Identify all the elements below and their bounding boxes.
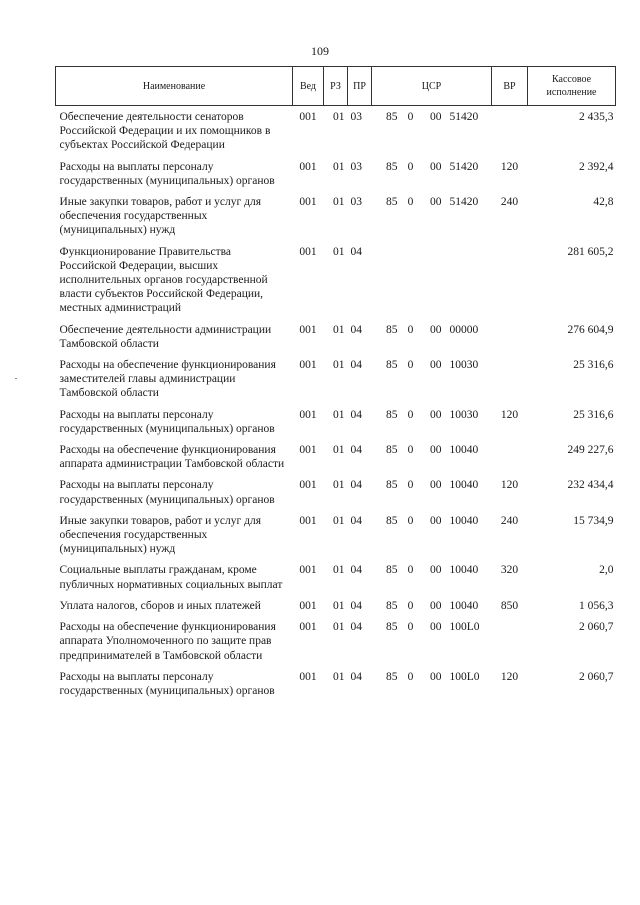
cell-ved: 001 <box>299 444 317 457</box>
cell-csr-subprogram: 0 <box>407 599 414 612</box>
cell-rz: 01 <box>333 160 345 173</box>
cell-amount: 1 056,3 <box>579 599 614 612</box>
cell-amount: 42,8 <box>593 196 614 209</box>
cell-csr-program: 85 <box>386 323 398 336</box>
cell-name: Иные закупки товаров, работ и услуг для обеспечения государственных (муниципальных) нужд <box>59 514 261 556</box>
cell-csr-subprogram: 0 <box>407 514 414 527</box>
cell-csr-program: 85 <box>386 196 398 209</box>
cell-csr-main: 00 <box>430 564 442 577</box>
cell-rz: 01 <box>333 621 345 634</box>
cell-ved: 001 <box>299 323 317 336</box>
cell-pr: 04 <box>350 621 362 634</box>
cell-amount: 15 734,9 <box>573 514 614 527</box>
cell-amount: 2 392,4 <box>579 160 614 173</box>
cell-name: Расходы на обеспечение функционирования аппарата Уполномоченного по защите прав предпринимателей в Тамбовской области <box>59 621 276 662</box>
cell-pr: 04 <box>350 323 362 336</box>
cell-name: Расходы на обеспечение функционирования аппарата администрации Тамбовской области <box>59 444 285 471</box>
cell-rz: 01 <box>333 514 345 527</box>
cell-csr-subprogram: 0 <box>407 359 414 372</box>
cell-amount: 25 316,6 <box>573 359 614 372</box>
budget-table <box>55 66 616 701</box>
cell-amount: 2 060,7 <box>579 621 614 634</box>
cell-ved: 001 <box>299 196 317 209</box>
cell-rz: 01 <box>333 599 345 612</box>
cell-ved: 001 <box>299 564 317 577</box>
cell-vr: 850 <box>500 599 519 612</box>
cell-csr-main: 00 <box>430 160 442 173</box>
cell-vr: 120 <box>500 479 519 492</box>
table-row <box>56 354 616 404</box>
cell-csr-main: 00 <box>430 196 442 209</box>
cell-vr <box>492 616 528 666</box>
cell-csr-direction: 10040 <box>449 514 479 527</box>
cell-vr: 120 <box>500 160 519 173</box>
cell-pr: 04 <box>350 444 362 457</box>
cell-pr: 04 <box>350 408 362 421</box>
cell-csr-program: 85 <box>386 359 398 372</box>
table-row <box>56 156 616 191</box>
cell-name: Расходы на выплаты персоналу государственных (муниципальных) органов <box>59 479 275 506</box>
cell-name: Функционирование Правительства Российской Федерации, высших исполнительных органов государственной власти субъектов Российской Федерации, местных администраций <box>59 245 268 315</box>
cell-csr-direction: 10040 <box>449 479 479 492</box>
cell-name: Социальные выплаты гражданам, кроме публичных нормативных социальных выплат <box>59 564 283 591</box>
table-header <box>56 67 616 106</box>
cell-csr-program: 85 <box>386 479 398 492</box>
cell-csr-main: 00 <box>430 111 442 123</box>
cell-rz: 01 <box>333 408 345 421</box>
cell-csr-direction: 10030 <box>449 359 479 372</box>
table-row <box>56 106 616 156</box>
cell-amount: 2,0 <box>599 564 614 577</box>
table-row <box>56 319 616 354</box>
cell-ved: 001 <box>299 670 317 683</box>
table-row <box>56 404 616 439</box>
cell-rz: 01 <box>333 564 345 577</box>
cell-csr-program: 85 <box>386 408 398 421</box>
cell-vr <box>492 319 528 354</box>
cell-csr-main <box>422 241 448 319</box>
table-row <box>56 191 616 241</box>
cell-csr-main: 00 <box>430 444 442 457</box>
cell-amount: 2 060,7 <box>579 670 614 683</box>
cell-rz: 01 <box>333 323 345 336</box>
cell-name: Обеспечение деятельности сенаторов Российской Федерации и их помощников в субъектах Российской Федерации <box>59 111 271 152</box>
cell-vr: 120 <box>500 408 519 421</box>
cell-ved: 001 <box>299 599 317 612</box>
cell-csr-subprogram: 0 <box>407 564 414 577</box>
cell-csr-direction: 10040 <box>449 599 479 612</box>
cell-ved: 001 <box>299 359 317 372</box>
table-row <box>56 666 616 701</box>
cell-pr: 03 <box>350 196 362 209</box>
cell-csr-subprogram: 0 <box>407 408 414 421</box>
cell-csr-main: 00 <box>430 408 442 421</box>
cell-csr-program: 85 <box>386 564 398 577</box>
cell-name: Расходы на выплаты персоналу государственных (муниципальных) органов <box>59 670 275 697</box>
table-row <box>56 595 616 616</box>
cell-csr-main: 00 <box>430 599 442 612</box>
cell-csr-subprogram: 0 <box>407 444 414 457</box>
table-row <box>56 559 616 594</box>
table-row <box>56 510 616 560</box>
header-csr: ЦСР <box>372 67 492 106</box>
page-number: 109 <box>311 44 329 58</box>
cell-csr-program <box>372 241 400 319</box>
cell-rz: 01 <box>333 670 345 683</box>
table-row <box>56 616 616 666</box>
cell-csr-program: 85 <box>386 670 398 683</box>
cell-pr: 03 <box>350 160 362 173</box>
cell-ved: 001 <box>299 621 317 634</box>
cell-csr-direction: 10030 <box>449 408 479 421</box>
cell-vr: 120 <box>500 670 519 683</box>
cell-csr-program: 85 <box>386 599 398 612</box>
cell-vr <box>492 354 528 404</box>
cell-pr: 04 <box>350 479 362 492</box>
cell-csr-subprogram: 0 <box>407 323 414 336</box>
header-amount-line2: исполнение <box>546 87 597 98</box>
table-body <box>56 106 616 702</box>
cell-vr <box>492 241 528 319</box>
cell-csr-direction: 00000 <box>449 323 479 336</box>
cell-csr-direction: 100L0 <box>449 670 480 683</box>
header-amount <box>528 67 616 106</box>
cell-pr: 04 <box>350 564 362 577</box>
cell-csr-direction: 51420 <box>449 196 479 209</box>
cell-csr-subprogram: 0 <box>407 160 414 173</box>
header-pr: ПР <box>348 67 372 106</box>
cell-csr-subprogram: 0 <box>407 621 414 634</box>
cell-csr-subprogram: 0 <box>407 111 414 123</box>
cell-csr-program: 85 <box>386 111 398 123</box>
cell-csr-subprogram: 0 <box>407 196 414 209</box>
cell-name: Уплата налогов, сборов и иных платежей <box>59 599 261 612</box>
cell-name: Обеспечение деятельности администрации Тамбовской области <box>59 323 272 350</box>
cell-csr-main: 00 <box>430 670 442 683</box>
cell-pr: 04 <box>350 245 362 258</box>
cell-csr-main: 00 <box>430 479 442 492</box>
cell-csr-subprogram: 0 <box>407 670 414 683</box>
cell-amount: 276 604,9 <box>567 323 614 336</box>
header-vr: ВР <box>492 67 528 106</box>
cell-csr-direction <box>448 241 492 319</box>
cell-ved: 001 <box>299 408 317 421</box>
cell-pr: 04 <box>350 670 362 683</box>
cell-vr: 240 <box>500 196 519 209</box>
cell-amount: 2 435,3 <box>579 111 614 123</box>
cell-csr-main: 00 <box>430 621 442 634</box>
cell-csr-main: 00 <box>430 514 442 527</box>
cell-vr <box>492 106 528 156</box>
cell-csr-program: 85 <box>386 444 398 457</box>
cell-csr-direction: 51420 <box>449 111 479 123</box>
cell-csr-main: 00 <box>430 359 442 372</box>
cell-vr: 240 <box>500 514 519 527</box>
cell-name: Иные закупки товаров, работ и услуг для обеспечения государственных (муниципальных) нужд <box>59 196 261 237</box>
cell-ved: 001 <box>299 479 317 492</box>
cell-pr: 03 <box>350 111 362 123</box>
cell-amount: 281 605,2 <box>567 245 614 258</box>
cell-ved: 001 <box>299 245 317 258</box>
cell-csr-program: 85 <box>386 621 398 634</box>
cell-vr <box>492 439 528 474</box>
cell-ved: 001 <box>299 160 317 173</box>
cell-amount: 249 227,6 <box>567 444 614 457</box>
cell-name: Расходы на выплаты персоналу государственных (муниципальных) органов <box>59 160 275 187</box>
cell-csr-direction: 10040 <box>449 564 479 577</box>
cell-rz: 01 <box>333 444 345 457</box>
cell-amount: 232 434,4 <box>567 479 614 492</box>
cell-rz: 01 <box>333 245 345 258</box>
cell-vr: 320 <box>500 564 519 577</box>
cell-pr: 04 <box>350 599 362 612</box>
table-row <box>56 474 616 509</box>
cell-rz: 01 <box>333 479 345 492</box>
cell-name: Расходы на обеспечение функционирования заместителей главы администрации Тамбовской области <box>59 359 276 400</box>
header-rz: РЗ <box>324 67 348 106</box>
cell-pr: 04 <box>350 359 362 372</box>
cell-csr-subprogram <box>400 241 422 319</box>
cell-csr-direction: 51420 <box>449 160 479 173</box>
cell-name: Расходы на выплаты персоналу государственных (муниципальных) органов <box>59 408 275 435</box>
cell-csr-program: 85 <box>386 514 398 527</box>
table-row <box>56 439 616 474</box>
cell-csr-direction: 100L0 <box>449 621 480 634</box>
cell-ved: 001 <box>299 514 317 527</box>
cell-rz: 01 <box>333 111 345 123</box>
cell-rz: 01 <box>333 196 345 209</box>
table-row <box>56 241 616 319</box>
cell-csr-main: 00 <box>430 323 442 336</box>
cell-amount: 25 316,6 <box>573 408 614 421</box>
cell-csr-direction: 10040 <box>449 444 479 457</box>
cell-rz: 01 <box>333 359 345 372</box>
cell-csr-program: 85 <box>386 160 398 173</box>
header-ved: Вед <box>293 67 324 106</box>
scan-mark <box>15 378 17 379</box>
header-amount-line1: Кассовое <box>551 74 592 85</box>
cell-pr: 04 <box>350 514 362 527</box>
cell-csr-subprogram: 0 <box>407 479 414 492</box>
header-name: Наименование <box>56 67 293 106</box>
cell-ved: 001 <box>299 111 317 123</box>
